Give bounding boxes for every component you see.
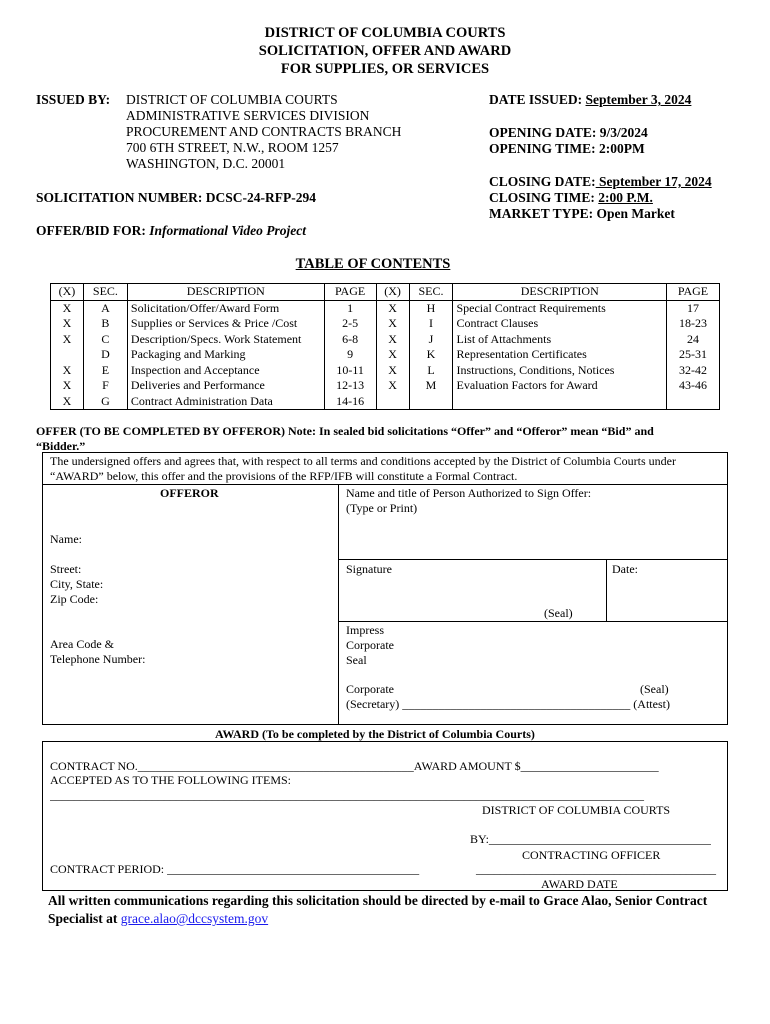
toc-cell: 9 [324, 347, 376, 363]
contract-period-line: CONTRACT PERIOD: __________________________________________ [50, 862, 420, 876]
opening-date: OPENING DATE: 9/3/2024 [489, 125, 648, 140]
toc-cell: Representation Certificates [453, 347, 667, 363]
toc-cell: F [83, 378, 127, 394]
toc-cell: 6-8 [324, 332, 376, 348]
toc-title: TABLE OF CONTENTS [295, 256, 451, 272]
toc-cell: 10-11 [324, 363, 376, 379]
toc-cell: G [83, 394, 127, 410]
address-labels: Street: City, State: Zip Code: [50, 562, 104, 606]
toc-row [51, 394, 720, 410]
award-date-line: ________________________________________ [476, 862, 716, 876]
toc-cell: X [51, 378, 84, 394]
toc-cell: 32-42 [667, 363, 720, 379]
toc-cell: 25-31 [667, 347, 720, 363]
title-line: SOLICITATION, OFFER AND AWARD [258, 43, 512, 59]
toc-cell: J [409, 332, 453, 348]
toc-cell: Instructions, Conditions, Notices [453, 363, 667, 379]
toc-cell: 18-23 [667, 316, 720, 332]
toc-cell: H [409, 300, 453, 316]
toc-cell: B [83, 316, 127, 332]
toc-cell: M [409, 378, 453, 394]
toc-cell: X [51, 394, 84, 410]
toc-cell: Deliveries and Performance [127, 378, 324, 394]
offer-heading: OFFER (TO BE COMPLETED BY OFFEROR) Note: In sealed bid solicitations “Offer” and “Offeror” mean “Bid” and “Bidder.” [36, 424, 654, 453]
divider [338, 484, 339, 725]
secretary-line: (Secretary) ______________________________________ (Attest) [346, 697, 670, 711]
accepted-items-label: ACCEPTED AS TO THE FOLLOWING ITEMS: [50, 773, 292, 787]
seal-label: (Seal) [544, 606, 573, 620]
divider [42, 484, 728, 485]
date-field[interactable] [608, 576, 726, 616]
issued-by-label: ISSUED BY: [36, 92, 111, 107]
offer-intro: The undersigned offers and agrees that, with respect to all terms and conditions accepted by the District of Columbia Courts under “AWARD” below, this offer and the provisions of the RFP/IFB will constitute a Formal Contract. [50, 454, 676, 483]
divider [338, 559, 728, 560]
accepted-items-line: ___________________________________________________________________________________________________ [50, 788, 644, 802]
toc-cell: List of Attachments [453, 332, 667, 348]
address-line: WASHINGTON, D.C. 20001 [126, 156, 286, 171]
toc-cell: 24 [667, 332, 720, 348]
issued-by-address [126, 92, 401, 172]
toc-cell: Contract Administration Data [127, 394, 324, 410]
toc-row [51, 363, 720, 379]
divider [606, 559, 607, 621]
toc-cell: A [83, 300, 127, 316]
address-field[interactable] [110, 560, 334, 608]
toc-cell: L [409, 363, 453, 379]
toc-cell: Packaging and Marking [127, 347, 324, 363]
name-field[interactable] [90, 530, 334, 548]
toc-cell: C [83, 332, 127, 348]
toc-cell: 12-13 [324, 378, 376, 394]
toc-cell: X [51, 316, 84, 332]
dcc-label: DISTRICT OF COLUMBIA COURTS [482, 803, 671, 817]
market-type: MARKET TYPE: Open Market [489, 206, 675, 221]
toc-cell: Contract Clauses [453, 316, 667, 332]
toc-cell [51, 347, 84, 363]
toc-row [51, 316, 720, 332]
toc-cell: X [376, 347, 409, 363]
toc-cell: 1 [324, 300, 376, 316]
by-line: BY:_____________________________________ [470, 832, 711, 846]
title-line: DISTRICT OF COLUMBIA COURTS [264, 25, 506, 41]
toc-row [51, 300, 720, 316]
phone-labels: Area Code & Telephone Number: [50, 637, 146, 666]
offeror-label: OFFEROR [160, 486, 219, 500]
toc-row [51, 332, 720, 348]
toc-cell: X [376, 363, 409, 379]
address-line: DISTRICT OF COLUMBIA COURTS [126, 92, 338, 107]
toc-row [51, 378, 720, 394]
toc-cell: 43-46 [667, 378, 720, 394]
phone-field[interactable] [160, 650, 334, 668]
authorized-signer-label: Name and title of Person Authorized to Sign Offer: (Type or Print) [346, 486, 592, 515]
offer-bid-for: OFFER/BID FOR: Informational Video Project [36, 223, 307, 238]
toc-cell: 14-16 [324, 394, 376, 410]
toc-cell [453, 394, 667, 410]
closing-time: CLOSING TIME: 2:00 P.M. [489, 190, 653, 205]
address-line: ADMINISTRATIVE SERVICES DIVISION [126, 108, 370, 123]
toc-cell: X [51, 300, 84, 316]
footer-note: All written communications regarding this solicitation should be directed by e-mail to Grace Alao, Senior Contract Specialist at grace.alao@dccsystem.gov [48, 893, 708, 926]
address-line: 700 6TH STREET, N.W., ROOM 1257 [126, 140, 339, 155]
date-issued: DATE ISSUED: September 3, 2024 [489, 92, 692, 107]
toc-cell: 17 [667, 300, 720, 316]
toc-row [51, 347, 720, 363]
impress-seal-label: Impress Corporate Seal [346, 623, 394, 667]
address-line: PROCUREMENT AND CONTRACTS BRANCH [126, 124, 402, 139]
toc-cell [376, 394, 409, 410]
toc-cell: Special Contract Requirements [453, 300, 667, 316]
corporate-seal-label: (Seal) [640, 682, 669, 696]
award-date-label: AWARD DATE [541, 877, 618, 891]
document-title [0, 24, 770, 78]
corporate-label: Corporate [346, 682, 394, 696]
toc-header-row: (X) SEC. DESCRIPTION PAGE (X) SEC. DESCRIPTION PAGE [51, 284, 720, 301]
toc-cell: X [376, 378, 409, 394]
signature-label: Signature [346, 562, 392, 576]
solicitation-number: SOLICITATION NUMBER: DCSC-24-RFP-294 [36, 190, 317, 205]
toc-cell: Solicitation/Offer/Award Form [127, 300, 324, 316]
toc-cell [409, 394, 453, 410]
toc-cell: E [83, 363, 127, 379]
award-heading: AWARD (To be completed by the District of Columbia Courts) [215, 727, 535, 741]
divider [338, 621, 728, 622]
toc-cell: Inspection and Acceptance [127, 363, 324, 379]
name-label: Name: [50, 532, 82, 546]
toc-cell [667, 394, 720, 410]
date-label: Date: [612, 562, 638, 576]
toc-cell: X [376, 332, 409, 348]
contracting-officer-label: CONTRACTING OFFICER [522, 848, 661, 862]
title-line: FOR SUPPLIES, OR SERVICES [280, 61, 490, 77]
signature-field[interactable] [340, 576, 604, 606]
closing-date: CLOSING DATE: September 17, 2024 [489, 174, 712, 189]
toc-cell: X [51, 332, 84, 348]
contract-number-line: CONTRACT NO.______________________________________________AWARD AMOUNT $_______________________ [50, 759, 659, 773]
toc-cell: K [409, 347, 453, 363]
authorized-signer-field[interactable] [340, 516, 726, 558]
toc-cell: Description/Specs. Work Statement [127, 332, 324, 348]
toc-table [50, 283, 720, 410]
toc-cell: I [409, 316, 453, 332]
toc-cell: X [51, 363, 84, 379]
toc-cell: 2-5 [324, 316, 376, 332]
toc-cell: Supplies or Services & Price /Cost [127, 316, 324, 332]
toc-cell: D [83, 347, 127, 363]
toc-cell: X [376, 316, 409, 332]
opening-time: OPENING TIME: 2:00PM [489, 141, 645, 156]
toc-cell: Evaluation Factors for Award [453, 378, 667, 394]
email-link[interactable]: grace.alao@dccsystem.gov [120, 911, 269, 926]
toc-cell: X [376, 300, 409, 316]
